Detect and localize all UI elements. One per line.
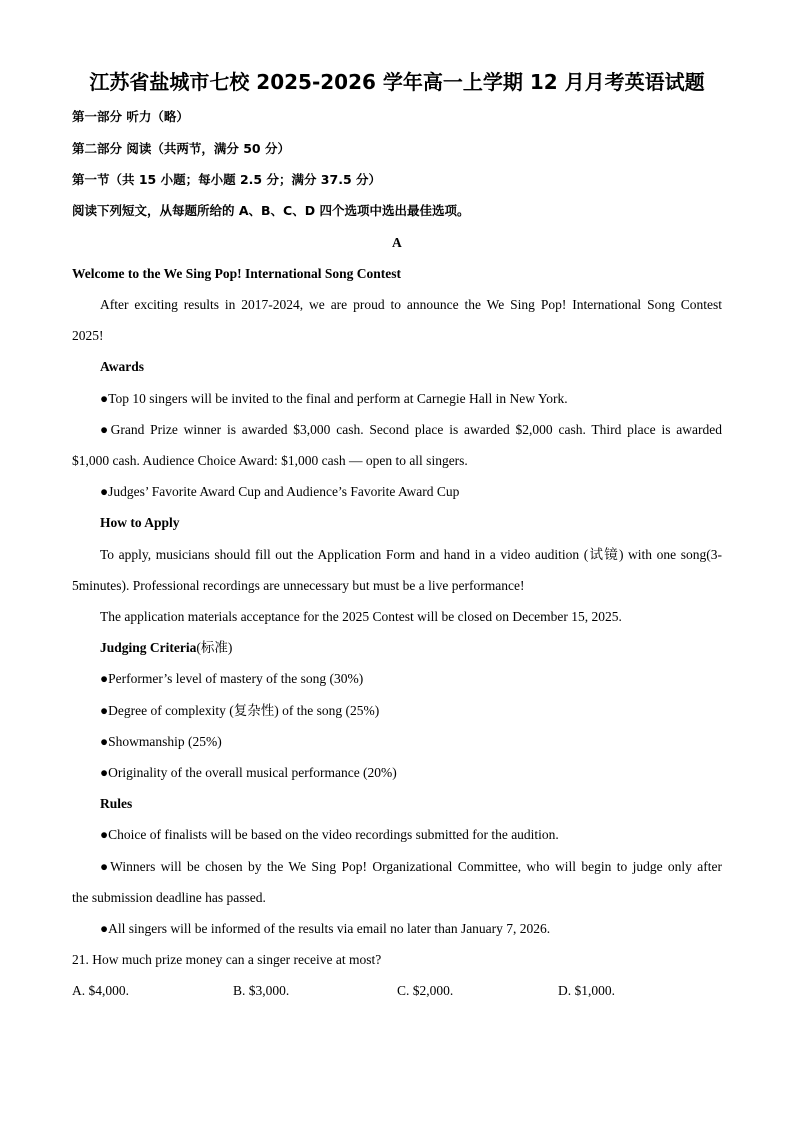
- awards-heading: Awards: [100, 359, 145, 374]
- option-c: C. $2,000.: [397, 983, 454, 998]
- part1-heading: 第一部分 听力（略）: [72, 109, 189, 124]
- rules-item-1: ●Choice of finalists will be based on the video recordings submitted for the audition.: [100, 827, 559, 842]
- awards-item-3: ●Judges’ Favorite Award Cup and Audience’s Favorite Award Cup: [100, 484, 460, 499]
- option-a: A. $4,000.: [72, 983, 129, 998]
- apply-deadline: The application materials acceptance for the 2025 Contest will be closed on December 15, 2025.: [100, 609, 622, 624]
- criteria-item-2: ●Degree of complexity (复杂性) of the song (25%): [100, 703, 380, 718]
- rules-item-3: ●All singers will be informed of the results via email no later than January 7, 2026.: [100, 921, 551, 936]
- awards-item-2-line-1: ●Grand Prize winner is awarded $3,000 cash. Second place is awarded $2,000 cash. Third place is awarded: [100, 422, 722, 437]
- reading-instruction: 阅读下列短文，从每题所给的 A、B、C、D 四个选项中选出最佳选项。: [72, 203, 470, 218]
- rules-item-2-line-1: ●Winners will be chosen by the We Sing Pop! Organizational Committee, who will begin to judge only after: [100, 859, 722, 874]
- criteria-item-4: ●Originality of the overall musical performance (20%): [100, 765, 397, 780]
- awards-item-2-line-2: $1,000 cash. Audience Choice Award: $1,000 cash — open to all singers.: [72, 453, 468, 468]
- apply-paragraph-line-1: To apply, musicians should fill out the Application Form and hand in a video audition (试镜) with one song(3-: [100, 547, 722, 562]
- criteria-heading-gloss: (标准): [196, 640, 233, 655]
- criteria-item-3: ●Showmanship (25%): [100, 734, 222, 749]
- part2-heading: 第二部分 阅读（共两节，满分 50 分）: [72, 141, 290, 156]
- criteria-heading: Judging Criteria: [100, 640, 197, 655]
- question-stem: 21. How much prize money can a singer receive at most?: [72, 952, 382, 967]
- option-d: D. $1,000.: [558, 983, 615, 998]
- rules-item-2-line-2: the submission deadline has passed.: [72, 890, 266, 905]
- section1-heading: 第一节（共 15 小题；每小题 2.5 分；满分 37.5 分）: [72, 172, 381, 187]
- intro-line-1: After exciting results in 2017-2024, we are proud to announce the We Sing Pop! International Song Contest: [100, 297, 722, 312]
- awards-item-1: ●Top 10 singers will be invited to the final and perform at Carnegie Hall in New York.: [100, 391, 568, 406]
- passage-label: A: [392, 235, 402, 250]
- criteria-heading-line: [100, 639, 232, 657]
- page-title: 江苏省盐城市七校 2025-2026 学年高一上学期 12 月月考英语试题: [89, 70, 705, 94]
- apply-heading: How to Apply: [100, 515, 180, 530]
- apply-paragraph-line-2: 5minutes). Professional recordings are unnecessary but must be a live performance!: [72, 578, 525, 593]
- option-b: B. $3,000.: [233, 983, 290, 998]
- rules-heading: Rules: [100, 796, 133, 811]
- criteria-item-1: ●Performer’s level of mastery of the song (30%): [100, 671, 364, 686]
- passage-heading: Welcome to the We Sing Pop! International Song Contest: [72, 266, 402, 281]
- intro-line-2: 2025!: [72, 328, 104, 343]
